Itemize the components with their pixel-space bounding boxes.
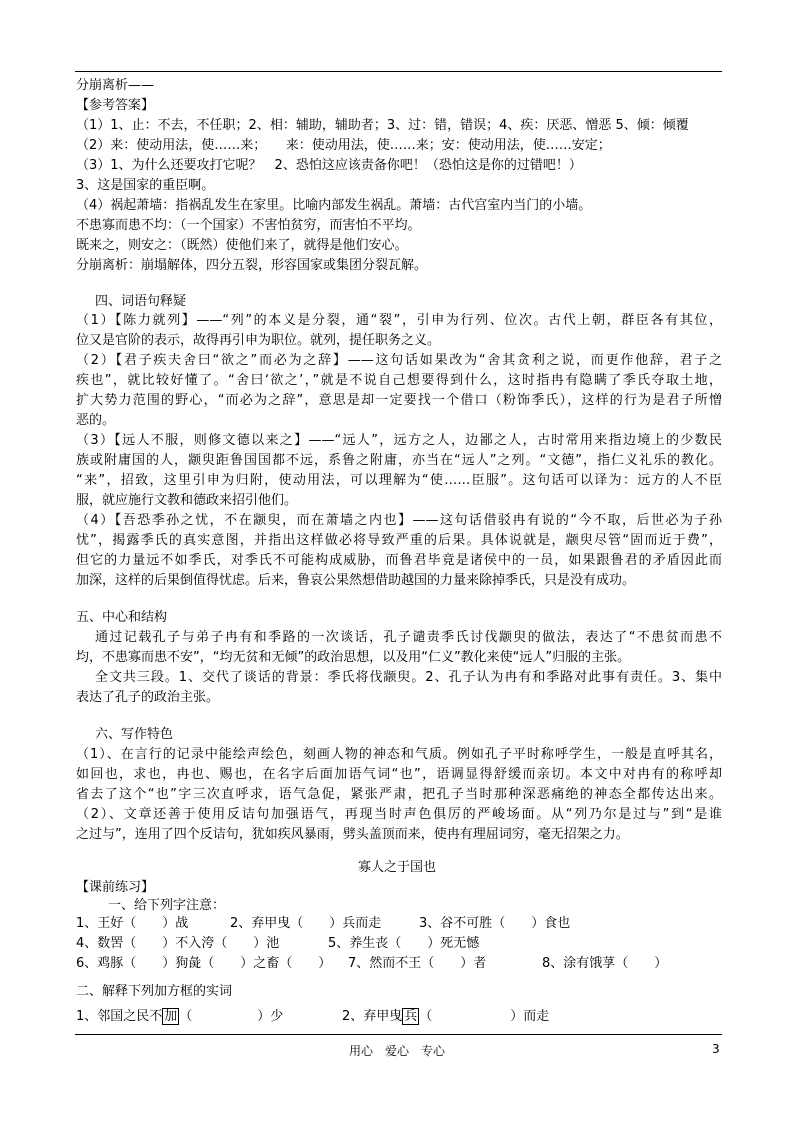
words-p2-line-1: （2）【君子疾夫舍曰“欲之”而必为之辞】——这句话如果改为“舍其贪利之说，而更作他辞，君子之 [76, 353, 722, 368]
vocab-item-2-prefix: 2、弃甲曳 [342, 1009, 403, 1024]
vocab-item-2 [342, 1007, 549, 1027]
section-4-heading: 四、词语句释疑 [95, 294, 187, 309]
answer-heading: 【参考答案】 [76, 98, 155, 113]
words-p3-line-2: 族或附庸国的人，颛臾距鲁国国都不远，系鲁之附庸，亦当在“远人”之列。“文德”，指仁义礼乐的教化。 [76, 453, 722, 468]
footer-motto: 用心 爱心 专心 [348, 1044, 445, 1058]
vocab-item-2-boxed-word: 兵 [404, 1009, 418, 1024]
phonetic-item-6: 6、鸡豚（ ）狗彘（ ）之畜（ ） [76, 956, 332, 971]
answer-line-7: （4）祸起萧墙：指祸乱发生在家里。比喻内部发生祸乱。萧墙：古代宫室内当门的小墙。 [76, 198, 592, 213]
words-p4-line-4: 加深，这样的后果倒值得忧虑。后来，鲁哀公果然想借助越国的力量来除掉季氏，只是没有成功。 [76, 573, 636, 588]
answer-line-3: （1）1、止：不去，不任职；2、相：辅助，辅助者；3、过：错，错误；4、疾：厌恶、憎恶 5、倾：倾覆 [76, 118, 689, 133]
phonetic-item-1: 1、王好（ ）战 [76, 916, 189, 931]
words-p4-line-3: 但它的力量远不如季氏，对季氏不可能构成威胁，而鲁君毕竟是诸侯中的一员，如果跟鲁君的矛盾因此而 [76, 553, 722, 568]
words-p3-line-3: “来”，招致，这里引申为归附，使动用法，可以理解为“使……臣服”。这句话可以译为：远方的人不臣 [76, 473, 722, 488]
lesson-title: 寡人之于国也 [357, 860, 436, 875]
words-p1-line-1: （1）【陈力就列】——“列”的本义是分裂，通“裂”，引申为行列、位次。古代上朝，群臣各有其位， [76, 313, 722, 328]
vocab-item-1-boxed-word: 加 [164, 1009, 178, 1024]
answer-line-8: 不患寡而患不均：（一个国家）不害怕贫穷，而害怕不平均。 [76, 218, 421, 233]
words-p2-line-4: 恶的。 [76, 413, 116, 428]
section-6-heading: 六、写作特色 [95, 727, 174, 742]
vocab-item-1 [76, 1007, 283, 1027]
answer-line-5: （3）1、为什么还要攻打它呢？ 2、恐怕这应该责备你吧！（恐怕这是你的过错吧！） [76, 158, 582, 173]
center-p1-line-1: 通过记载孔子与弟子冉有和季路的一次谈话，孔子谴责季氏讨伐颛臾的做法，表达了“不患贫而患不 [95, 630, 722, 645]
words-p2-line-2: 疾也”，就比较好懂了。“舍曰‘欲之’，”就是不说自己想要得到什么，这时指冉有隐瞒了季氏夺取土地， [76, 373, 722, 388]
phonetic-item-2: 2、弃甲曳（ ）兵而走 [230, 916, 382, 931]
center-p2-line-1: 全文共三段。1、交代了谈话的背景：季氏将伐颛臾。2、孔子认为冉有和季路对此事有责任。3、集中 [95, 670, 722, 685]
answer-line-6: 3、这是国家的重臣啊。 [76, 178, 215, 193]
words-p2-line-3: 扩大势力范围的野心，“而必为之辞”，意思是却一定要找一个借口（粉饰季氏），这样的行为是君子所憎 [76, 393, 722, 408]
phonetic-item-8: 8、涂有饿莩（ ） [542, 956, 668, 971]
vocab-item-2-suffix: （ ）而走 [419, 1009, 550, 1024]
header-rule [75, 71, 722, 72]
answer-line-1: 分崩离析—— [76, 78, 155, 93]
question-2-heading: 二、解释下列加方框的实词 [76, 984, 233, 999]
answer-line-10: 分崩离析：崩塌解体，四分五裂，形容国家或集团分裂瓦解。 [76, 258, 428, 273]
words-p3-line-4: 服，就应施行文教和德政来招引他们。 [76, 493, 298, 508]
words-p4-line-2: 忧”，揭露季氏的真实意图，并指出这样做必将导致严重的后果。具体说就是，颛臾尽管“固而近于费”， [76, 533, 722, 548]
phonetic-item-5: 5、养生丧（ ）死无憾 [328, 936, 480, 951]
answer-line-9: 既来之，则安之：（既然）使他们来了，就得是他们安心。 [76, 238, 408, 253]
footer-rule [75, 1034, 722, 1035]
style-p2-line-1: （2）、文章还善于使用反诘句加强语气，再现当时声色俱厉的严峻场面。从“列乃尔是过与”到“是谁 [76, 807, 722, 822]
center-p2-line-2: 表达了孔子的政治主张。 [76, 690, 220, 705]
vocab-item-1-prefix: 1、邻国之民不 [76, 1009, 163, 1024]
style-p1-line-1: （1）、在言行的记录中能绘声绘色，刻画人物的神态和气质。例如孔子平时称呼学生，一般是直呼其名， [76, 747, 722, 762]
style-p1-line-2: 如回也，求也，冉也、赐也，在名字后面加语气词“也”，语调显得舒缓而亲切。本文中对冉有的称呼却 [76, 767, 722, 782]
words-p4-line-1: （4）【吾恐季孙之忧，不在颛臾，而在萧墙之内也】——这句话借驳冉有说的“今不取，后世必为子孙 [76, 513, 722, 528]
phonetic-item-7: 7、然而不王（ ）者 [348, 956, 487, 971]
style-p1-line-3: 省去了这个“也”字三次直呼求，语气急促，紧张严肃，把孔子当时那种深恶痛绝的神态全都传达出来。 [76, 787, 722, 802]
page-number: 3 [712, 1042, 720, 1056]
answer-line-4: （2）来：使动用法，使……来； 来：使动用法，使……来；安：使动用法，使……安定； [76, 138, 611, 153]
section-5-heading: 五、中心和结构 [76, 610, 168, 625]
phonetic-item-4: 4、数罟（ ）不入洿（ ）池 [76, 936, 280, 951]
question-1-heading: 一、给下列字注意： [108, 898, 226, 913]
vocab-item-1-suffix: （ ）少 [179, 1009, 284, 1024]
style-p2-line-2: 之过与”，连用了四个反诘句，犹如疾风暴雨，劈头盖顶而来，使冉有理屈词穷，毫无招架之力。 [76, 827, 629, 842]
words-p3-line-1: （3）【远人不服，则修文德以来之】——“远人”，远方之人，边鄙之人，古时常用来指边境上的少数民 [76, 433, 722, 448]
exercise-heading: 【课前练习】 [76, 880, 155, 895]
center-p1-line-2: 均，不患寡而患不安”，“均无贫和无倾”的政治思想，以及用“仁义”教化来使“远人”归服的主张。 [76, 650, 631, 665]
words-p1-line-2: 位又是官阶的表示，故得再引申为职位。就列，提任职务之义。 [76, 333, 441, 348]
phonetic-item-3: 3、谷不可胜（ ）食也 [419, 916, 571, 931]
